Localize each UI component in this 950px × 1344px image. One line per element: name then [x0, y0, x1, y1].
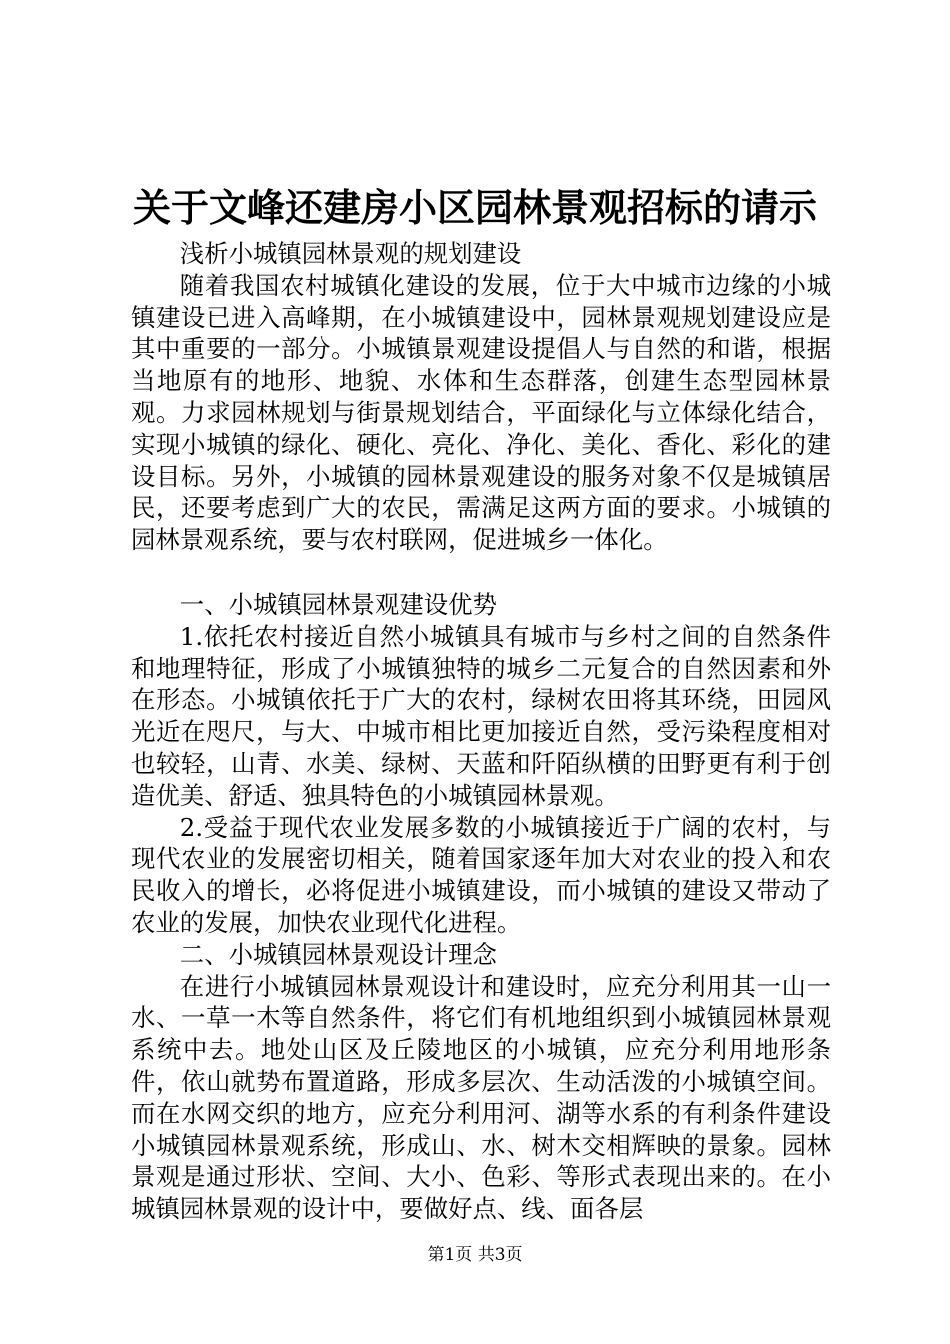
document-subtitle: 浅析小城镇园林景观的规划建设	[179, 239, 522, 268]
section1-paragraph-1: 1.依托农村接近自然小城镇具有城市与乡村之间的自然条件和地理特征，形成了小城镇独特的城乡二元复合的自然因素和外在形态。小城镇依托于广大的农村，绿树农田将其环绕，田园风光近在咫尺，与大、中城市相比更加接近自然，受污染程度相对也较轻，山青、水美、绿树、天蓝和阡陌纵横的田野更有利于创造优美、舒适、独具特色的小城镇园林景观。	[131, 621, 831, 810]
document-title: 关于文峰还建房小区园林景观招标的请示	[132, 185, 817, 230]
paragraph-gap	[131, 556, 831, 589]
intro-paragraph: 随着我国农村城镇化建设的发展，位于大中城市边缘的小城镇建设已进入高峰期，在小城镇建设中，园林景观规划建设应是其中重要的一部分。小城镇景观建设提倡人与自然的和谐，根据当地原有的地形、地貌、水体和生态群落，创建生态型园林景观。力求园林规划与街景规划结合，平面绿化与立体绿化结合，实现小城镇的绿化、硬化、亮化、净化、美化、香化、彩化的建设目标。另外，小城镇的园林景观建设的服务对象不仅是城镇居民，还要考虑到广大的农民，需满足这两方面的要求。小城镇的园林景观系统，要与农村联网，促进城乡一体化。	[131, 270, 831, 555]
section1-paragraph-2: 2.受益于现代农业发展多数的小城镇接近于广阔的农村，与现代农业的发展密切相关，随着国家逐年加大对农业的投入和农民收入的增长，必将促进小城镇建设，而小城镇的建设又带动了农业的发展，加快农业现代化进程。	[131, 812, 831, 937]
section1-heading: 一、小城镇园林景观建设优势	[179, 589, 497, 619]
page-number-footer: 第1页 共3页	[427, 1245, 523, 1265]
section2-heading: 二、小城镇园林景观设计理念	[179, 939, 497, 969]
document-body	[131, 238, 831, 1225]
section2-paragraph-1: 在进行小城镇园林景观设计和建设时，应充分利用其一山一水、一草一木等自然条件，将它们有机地组织到小城镇园林景观系统中去。地处山区及丘陵地区的小城镇，应充分利用地形条件，依山就势布置道路，形成多层次、生动活泼的小城镇空间。而在水网交织的地方，应充分利用河、湖等水系的有利条件建设小城镇园林景观系统，形成山、水、树木交相辉映的景象。园林景观是通过形状、空间、大小、色彩、等形式表现出来的。在小城镇园林景观的设计中，要做好点、线、面各层	[131, 971, 831, 1224]
